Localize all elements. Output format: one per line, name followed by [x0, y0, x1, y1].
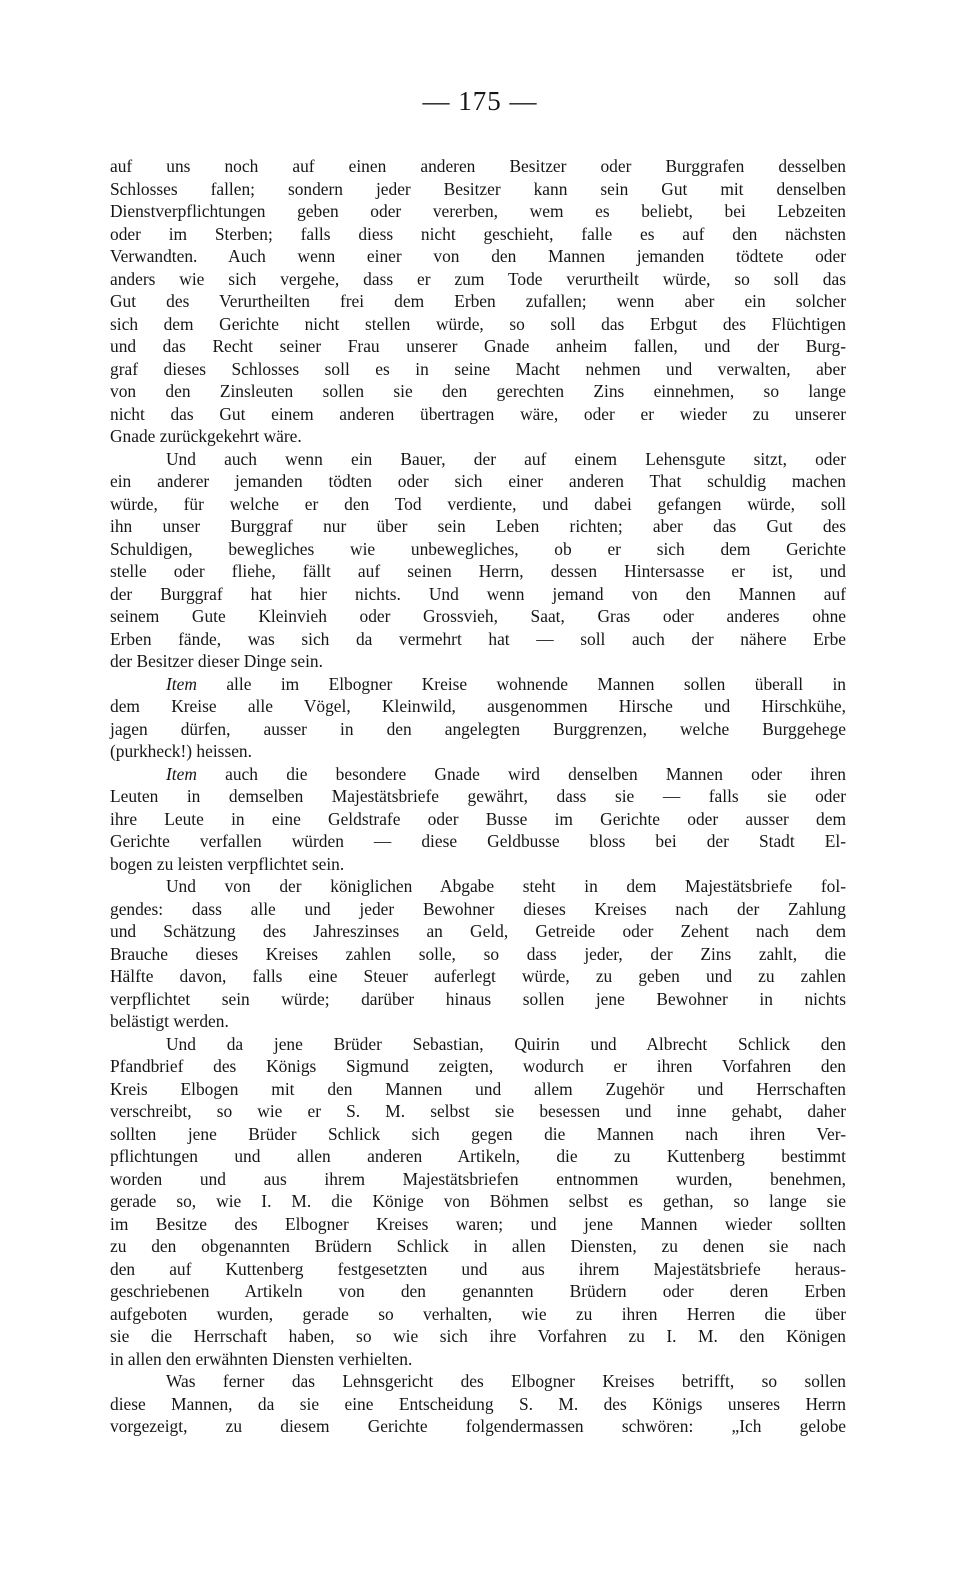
text-line: jagen dürfen, ausser in den angelegten Burggrenzen, welche Burggehege — [110, 718, 846, 739]
text-line: stelle oder fliehe, fällt auf seinen Herrn, dessen Hintersasse er ist, und — [110, 561, 846, 581]
text-line: seinem Gute Kleinvieh oder Grossvieh, Saat, Gras oder anderes ohne — [110, 606, 846, 626]
text-line: zu den obgenannten Brüdern Schlick in allen Diensten, zu denen sie nach — [110, 1236, 846, 1256]
text-line: Hälfte davon, falls eine Steuer auferlegt würde, zu geben und zu zahlen — [110, 966, 846, 986]
text-line: vorgezeigt, zu diesem Gerichte folgendermassen schwören: „Ich gelobe — [110, 1416, 846, 1436]
text-line: Leuten in demselben Majestätsbriefe gewährt, dass sie — falls sie oder — [110, 786, 846, 806]
text-line: Gut des Verurtheilten frei dem Erben zufallen; wenn aber ein solcher — [110, 291, 846, 311]
text-line: belästigt werden. — [110, 1011, 229, 1031]
text-line: oder im Sterben; falls diess nicht geschieht, falle es auf den nächsten — [110, 223, 846, 244]
item-lead-word: Item — [166, 763, 197, 784]
text-line: im Besitze des Elbogner Kreises waren; und jene Mannen wieder sollten — [110, 1213, 846, 1234]
text-line: ihn unser Burggraf nur über sein Leben richten; aber das Gut des — [110, 516, 846, 536]
text-line: Was ferner das Lehnsgericht des Elbogner Kreises betrifft, so sollen — [166, 1371, 846, 1391]
text-line: pflichtungen und allen anderen Artikeln, die zu Kuttenberg bestimmt — [110, 1146, 846, 1166]
text-line: würde, für welche er den Tod verdiente, und dabei gefangen würde, soll — [110, 493, 846, 514]
text-line: Und von der königlichen Abgabe steht in dem Majestätsbriefe fol- — [166, 876, 846, 896]
text-line: der Besitzer dieser Dinge sein. — [110, 651, 323, 671]
text-line: ihre Leute in eine Geldstrafe oder Busse im Gerichte oder ausser dem — [110, 808, 846, 829]
text-line: graf dieses Schlosses soll es in seine Macht nehmen und verwalten, aber — [110, 358, 846, 379]
text-line: sollten jene Brüder Schlick sich gegen die Mannen nach ihren Ver- — [110, 1123, 846, 1144]
text-line: verschreibt, so wie er S. M. selbst sie besessen und inne gehabt, daher — [110, 1101, 846, 1121]
text-line: Gnade zurückgekehrt wäre. — [110, 426, 302, 446]
text-line: gerade so, wie I. M. die Könige von Böhmen selbst es gethan, so lange sie — [110, 1191, 846, 1211]
text-line: geschriebenen Artikeln von den genannten Brüdern oder deren Erben — [110, 1281, 846, 1301]
text-line: Und da jene Brüder Sebastian, Quirin und Albrecht Schlick den — [166, 1033, 846, 1054]
paragraph — [110, 155, 846, 448]
text-line: und Schätzung des Jahreszinses an Geld, Getreide oder Zehent nach dem — [110, 921, 846, 941]
text-line: verpflichtet sein würde; darüber hinaus sollen jene Bewohner in nichts — [110, 988, 846, 1009]
text-line — [110, 763, 846, 786]
text-line-rest: auch die besondere Gnade wird denselben Mannen oder ihren — [196, 763, 846, 784]
text-line: Gerichte verfallen würden — diese Geldbusse bloss bei der Stadt El- — [110, 831, 846, 851]
text-line: nicht das Gut einem anderen übertragen wäre, oder er wieder zu unserer — [110, 403, 846, 424]
text-line: ein anderer jemanden tödten oder sich einer anderen That schuldig machen — [110, 471, 846, 491]
text-line-rest: alle im Elbogner Kreise wohnende Mannen sollen überall in — [196, 673, 846, 694]
text-line: bogen zu leisten verpflichtet sein. — [110, 853, 345, 874]
text-line: der Burggraf hat hier nichts. Und wenn jemand von den Mannen auf — [110, 583, 846, 604]
paragraph — [110, 875, 846, 1033]
text-line: sie die Herrschaft haben, so wie sich ihre Vorfahren zu I. M. den Königen — [110, 1326, 846, 1346]
text-line: anders wie sich vergehe, dass er zum Tode verurtheilt würde, so soll das — [110, 268, 846, 289]
text-line: worden und aus ihrem Majestätsbriefen entnommen wurden, benehmen, — [110, 1168, 846, 1189]
text-line: auf uns noch auf einen anderen Besitzer oder Burggrafen desselben — [110, 156, 846, 176]
paragraph — [110, 1033, 846, 1371]
text-line: Brauche dieses Kreises zahlen solle, so dass jeder, der Zins zahlt, die — [110, 943, 846, 964]
text-line: Schuldigen, bewegliches wie unbewegliches, ob er sich dem Gerichte — [110, 538, 846, 559]
text-line: sich dem Gerichte nicht stellen würde, so soll das Erbgut des Flüchtigen — [110, 313, 846, 334]
text-line: den auf Kuttenberg festgesetzten und aus ihrem Majestätsbriefe heraus- — [110, 1258, 846, 1279]
text-line: und das Recht seiner Frau unserer Gnade anheim fallen, und der Burg- — [110, 336, 846, 356]
text-line — [110, 673, 846, 696]
page-number: — 175 — — [422, 86, 538, 116]
paragraph — [110, 1370, 846, 1438]
text-line: Schlosses fallen; sondern jeder Besitzer kann sein Gut mit denselben — [110, 178, 846, 199]
text-line: gendes: dass alle und jeder Bewohner dieses Kreises nach der Zahlung — [110, 898, 846, 919]
text-line: diese Mannen, da sie eine Entscheidung S. M. des Königs unseres Herrn — [110, 1393, 846, 1414]
text-line: Verwandten. Auch wenn einer von den Mannen jemanden tödtete oder — [110, 246, 846, 266]
text-line: Erben fände, was sich da vermehrt hat — soll auch der nähere Erbe — [110, 628, 846, 649]
text-line: (purkheck!) heissen. — [110, 741, 252, 761]
text-line: aufgeboten wurden, gerade so verhalten, wie zu ihren Herren die über — [110, 1303, 846, 1324]
body-text — [110, 155, 846, 1438]
text-line: in allen den erwähnten Diensten verhielten. — [110, 1348, 413, 1369]
text-line: Kreis Elbogen mit den Mannen und allem Zugehör und Herrschaften — [110, 1078, 846, 1099]
text-line: von den Zinsleuten sollen sie den gerechten Zins einnehmen, so lange — [110, 381, 846, 401]
text-line: dem Kreise alle Vögel, Kleinwild, ausgenommen Hirsche und Hirschkühe, — [110, 696, 846, 716]
paragraph — [110, 763, 846, 876]
text-line: Pfandbrief des Königs Sigmund zeigten, wodurch er ihren Vorfahren den — [110, 1056, 846, 1076]
item-lead-word: Item — [166, 673, 197, 694]
paragraph — [110, 673, 846, 763]
paragraph — [110, 448, 846, 673]
text-line: Und auch wenn ein Bauer, der auf einem Lehensgute sitzt, oder — [166, 448, 846, 469]
text-line: Dienstverpflichtungen geben oder vererben, wem es beliebt, bei Lebzeiten — [110, 201, 846, 221]
